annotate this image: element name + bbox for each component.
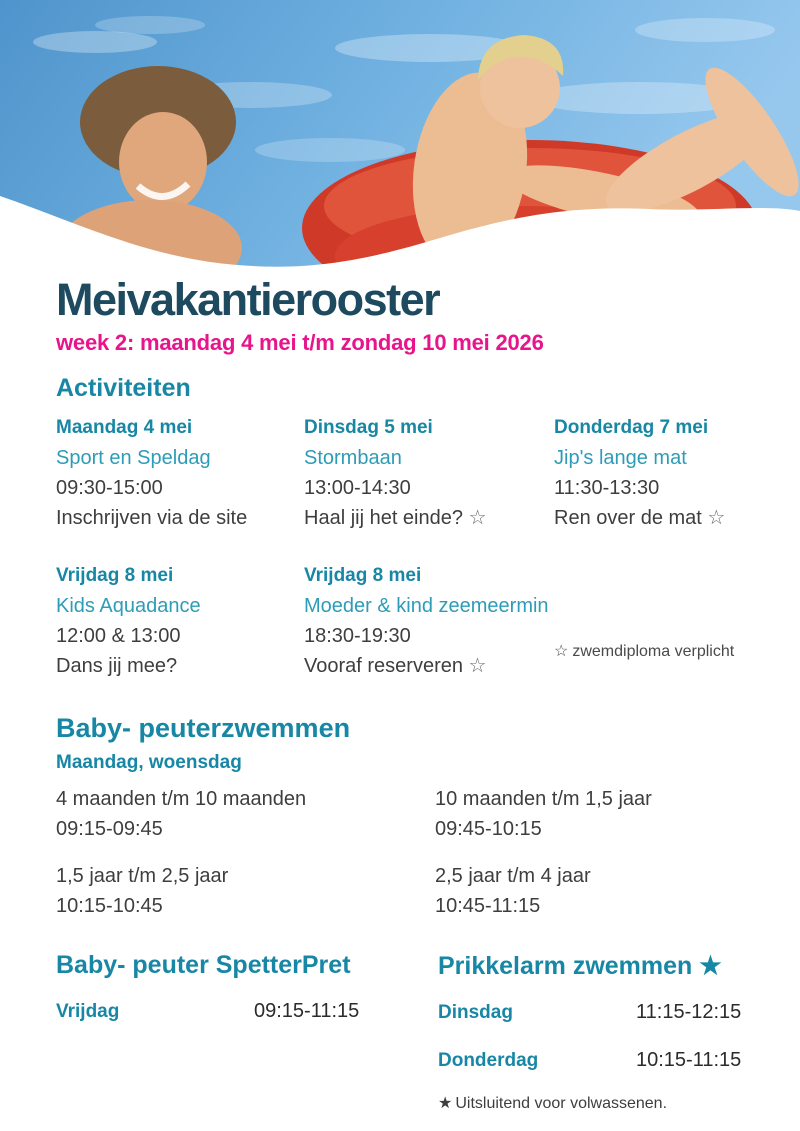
activity-name: Kids Aquadance	[56, 595, 201, 618]
activity-day: Vrijdag 8 mei	[304, 565, 422, 587]
activities-row-2	[56, 561, 760, 681]
slot-time: 09:15-09:45	[56, 818, 163, 841]
age-group: 4 maanden t/m 10 maanden	[56, 788, 307, 811]
baby-slot	[56, 861, 435, 921]
bottom-schedules	[56, 951, 760, 1113]
activity-name: Sport en Speldag	[56, 447, 211, 470]
activity-card	[56, 413, 304, 533]
activity-time: 18:30-19:30	[304, 625, 411, 648]
week-subtitle: week 2: maandag 4 mei t/m zondag 10 mei 2026	[56, 330, 544, 356]
baby-slot	[435, 784, 760, 844]
adults-only-footnote: ★ Uitsluitend voor volwassenen.	[438, 1095, 668, 1113]
activities-row-1	[56, 413, 760, 533]
activity-day: Dinsdag 5 mei	[304, 417, 433, 439]
swim-diploma-star-icon: ☆	[707, 507, 726, 530]
prikkelarm-heading: Prikkelarm zwemmen ★	[438, 952, 722, 981]
flyer-content	[0, 276, 800, 1113]
activity-note: Dans jij mee?	[56, 655, 178, 678]
activity-card	[56, 561, 304, 681]
slot-time: 10:45-11:15	[435, 895, 541, 918]
activity-note: Inschrijven via de site	[56, 507, 248, 530]
activity-name: Moeder & kind zeemeermin	[304, 595, 549, 618]
swim-diploma-star-icon: ☆	[554, 643, 569, 661]
activity-time: 13:00-14:30	[304, 477, 411, 500]
swim-diploma-star-icon: ☆	[468, 655, 487, 678]
activity-time: 12:00 & 13:00	[56, 625, 181, 648]
prikkelarm-section	[438, 951, 760, 1113]
adults-only-star-icon: ★	[699, 952, 722, 981]
schedule-day: Donderdag	[438, 1050, 539, 1072]
baby-slot	[56, 784, 435, 844]
baby-peuter-heading: Baby- peuterzwemmen	[56, 713, 351, 744]
schedule-time: 11:15-12:15	[636, 1001, 742, 1024]
page-title: Meivakantierooster	[56, 274, 440, 325]
activity-note: Vooraf reserveren ☆	[304, 655, 487, 678]
age-group: 2,5 jaar t/m 4 jaar	[435, 865, 591, 888]
schedule-row	[438, 997, 760, 1029]
swim-diploma-star-icon: ☆	[468, 507, 487, 530]
baby-peuter-days: Maandag, woensdag	[56, 752, 242, 774]
activity-time: 09:30-15:00	[56, 477, 163, 500]
activity-card	[304, 561, 554, 681]
slot-time: 09:45-10:15	[435, 818, 542, 841]
adults-only-star-icon: ★	[438, 1095, 453, 1113]
schedule-day: Vrijdag	[56, 1001, 120, 1023]
swim-diploma-legend: ☆ zwemdiploma verplicht	[554, 643, 735, 661]
activity-name: Jip's lange mat	[554, 447, 687, 470]
activity-time: 11:30-13:30	[554, 477, 660, 500]
activity-name: Stormbaan	[304, 447, 402, 470]
activity-note: Haal jij het einde? ☆	[304, 507, 487, 530]
schedule-time: 10:15-11:15	[636, 1049, 742, 1072]
schedule-day: Dinsdag	[438, 1002, 513, 1024]
baby-peuter-grid	[56, 784, 760, 921]
legend-cell	[554, 561, 760, 681]
schedule-time: 09:15-11:15	[254, 1000, 360, 1023]
age-group: 10 maanden t/m 1,5 jaar	[435, 788, 652, 811]
activity-day: Maandag 4 mei	[56, 417, 193, 439]
activity-day: Donderdag 7 mei	[554, 417, 709, 439]
activity-card	[304, 413, 554, 533]
activity-note: Ren over de mat ☆	[554, 507, 726, 530]
schedule-row	[438, 1045, 760, 1077]
activity-day: Vrijdag 8 mei	[56, 565, 174, 587]
age-group: 1,5 jaar t/m 2,5 jaar	[56, 865, 229, 888]
slot-time: 10:15-10:45	[56, 895, 163, 918]
spetterpret-section	[56, 951, 438, 1113]
schedule-row	[56, 996, 438, 1028]
activity-card	[554, 413, 760, 533]
baby-slot	[435, 861, 760, 921]
spetterpret-heading: Baby- peuter SpetterPret	[56, 951, 351, 980]
activities-heading: Activiteiten	[56, 374, 191, 403]
hero-photo	[0, 0, 800, 270]
